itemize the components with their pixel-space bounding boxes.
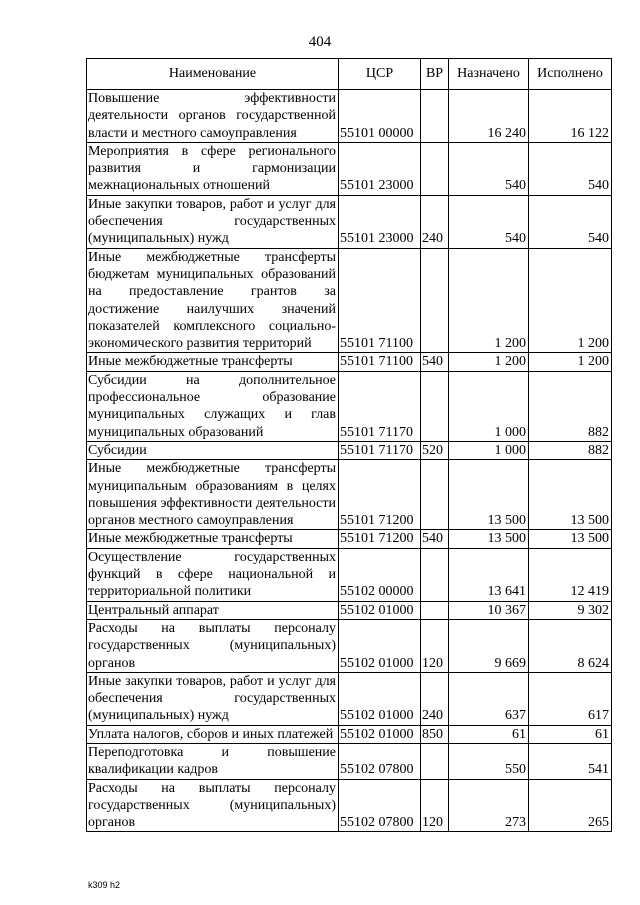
cell-name: Иные закупки товаров, работ и услуг для обеспечения государственных (муниципальных) нужд	[87, 195, 339, 248]
cell-vr	[421, 90, 449, 143]
cell-vr: 240	[421, 672, 449, 725]
cell-executed: 8 624	[529, 619, 612, 672]
cell-csr: 55102 01000	[339, 601, 421, 619]
cell-csr: 55101 23000	[339, 142, 421, 195]
cell-assigned: 13 500	[449, 530, 529, 548]
cell-csr: 55101 71170	[339, 371, 421, 441]
table-header-row	[87, 59, 612, 90]
header-csr: ЦСР	[339, 59, 421, 90]
cell-csr: 55101 71170	[339, 441, 421, 459]
cell-assigned: 273	[449, 779, 529, 832]
cell-assigned: 1 200	[449, 353, 529, 371]
cell-assigned: 9 669	[449, 619, 529, 672]
cell-name: Уплата налогов, сборов и иных платежей	[87, 725, 339, 743]
header-executed: Исполнено	[529, 59, 612, 90]
cell-csr: 55102 07800	[339, 779, 421, 832]
cell-csr: 55102 00000	[339, 548, 421, 601]
table-row	[87, 530, 612, 548]
cell-csr: 55102 07800	[339, 743, 421, 779]
budget-table	[86, 58, 612, 832]
cell-vr: 120	[421, 619, 449, 672]
table-row	[87, 353, 612, 371]
cell-name: Центральный аппарат	[87, 601, 339, 619]
cell-vr	[421, 371, 449, 441]
header-vr: ВР	[421, 59, 449, 90]
table-row	[87, 371, 612, 441]
cell-name: Иные межбюджетные трансферты	[87, 530, 339, 548]
cell-assigned: 10 367	[449, 601, 529, 619]
table-row	[87, 725, 612, 743]
cell-name: Расходы на выплаты персоналу государственных (муниципальных) органов	[87, 619, 339, 672]
cell-executed: 9 302	[529, 601, 612, 619]
table-row	[87, 195, 612, 248]
cell-vr: 520	[421, 441, 449, 459]
cell-vr	[421, 548, 449, 601]
header-assigned: Назначено	[449, 59, 529, 90]
cell-vr	[421, 248, 449, 353]
cell-executed: 12 419	[529, 548, 612, 601]
cell-vr: 240	[421, 195, 449, 248]
page-number: 404	[308, 34, 332, 50]
header-name: Наименование	[87, 59, 339, 90]
cell-executed: 61	[529, 725, 612, 743]
cell-executed: 540	[529, 142, 612, 195]
cell-executed: 16 122	[529, 90, 612, 143]
cell-executed: 1 200	[529, 353, 612, 371]
cell-name: Переподготовка и повышение квалификации кадров	[87, 743, 339, 779]
cell-csr: 55101 23000	[339, 195, 421, 248]
cell-csr: 55102 01000	[339, 725, 421, 743]
cell-vr: 540	[421, 353, 449, 371]
table-row	[87, 248, 612, 353]
table-body	[87, 90, 612, 832]
cell-assigned: 1 200	[449, 248, 529, 353]
cell-executed: 882	[529, 371, 612, 441]
cell-executed: 541	[529, 743, 612, 779]
cell-vr: 540	[421, 530, 449, 548]
cell-assigned: 540	[449, 142, 529, 195]
cell-executed: 265	[529, 779, 612, 832]
cell-csr: 55101 71100	[339, 353, 421, 371]
cell-assigned: 61	[449, 725, 529, 743]
cell-executed: 617	[529, 672, 612, 725]
cell-csr: 55101 00000	[339, 90, 421, 143]
cell-assigned: 550	[449, 743, 529, 779]
cell-name: Иные межбюджетные трансферты	[87, 353, 339, 371]
table-row	[87, 90, 612, 143]
cell-name: Субсидии	[87, 441, 339, 459]
cell-vr	[421, 743, 449, 779]
cell-assigned: 637	[449, 672, 529, 725]
table-row	[87, 672, 612, 725]
table-row	[87, 460, 612, 530]
cell-executed: 1 200	[529, 248, 612, 353]
cell-csr: 55102 01000	[339, 619, 421, 672]
cell-assigned: 1 000	[449, 441, 529, 459]
cell-csr: 55101 71200	[339, 460, 421, 530]
cell-name: Расходы на выплаты персоналу государственных (муниципальных) органов	[87, 779, 339, 832]
cell-name: Повышение эффективности деятельности органов государственной власти и местного самоуправления	[87, 90, 339, 143]
cell-name: Осуществление государственных функций в сфере национальной и территориальной политики	[87, 548, 339, 601]
cell-vr	[421, 601, 449, 619]
table-row	[87, 601, 612, 619]
footer-code: k309 h2	[88, 880, 121, 890]
cell-executed: 13 500	[529, 460, 612, 530]
cell-vr: 120	[421, 779, 449, 832]
cell-name: Иные межбюджетные трансферты муниципальным образованиям в целях повышения эффективности деятельности органов местного самоуправления	[87, 460, 339, 530]
cell-csr: 55101 71100	[339, 248, 421, 353]
cell-name: Субсидии на дополнительное профессиональное образование муниципальных служащих и глав муниципальных образований	[87, 371, 339, 441]
cell-vr	[421, 142, 449, 195]
cell-executed: 882	[529, 441, 612, 459]
cell-executed: 540	[529, 195, 612, 248]
cell-name: Иные межбюджетные трансферты бюджетам муниципальных образований на предоставление грантов за достижение наилучших значений показателей комплексного социально-экономического развития территорий	[87, 248, 339, 353]
cell-csr: 55102 01000	[339, 672, 421, 725]
cell-assigned: 1 000	[449, 371, 529, 441]
cell-name: Иные закупки товаров, работ и услуг для обеспечения государственных (муниципальных) нужд	[87, 672, 339, 725]
cell-executed: 13 500	[529, 530, 612, 548]
cell-assigned: 16 240	[449, 90, 529, 143]
table-row	[87, 441, 612, 459]
table-row	[87, 142, 612, 195]
table-row	[87, 619, 612, 672]
table-row	[87, 779, 612, 832]
cell-csr: 55101 71200	[339, 530, 421, 548]
cell-name: Мероприятия в сфере регионального развития и гармонизации межнациональных отношений	[87, 142, 339, 195]
cell-vr: 850	[421, 725, 449, 743]
cell-assigned: 13 500	[449, 460, 529, 530]
cell-vr	[421, 460, 449, 530]
table-row	[87, 548, 612, 601]
cell-assigned: 13 641	[449, 548, 529, 601]
table-row	[87, 743, 612, 779]
cell-assigned: 540	[449, 195, 529, 248]
